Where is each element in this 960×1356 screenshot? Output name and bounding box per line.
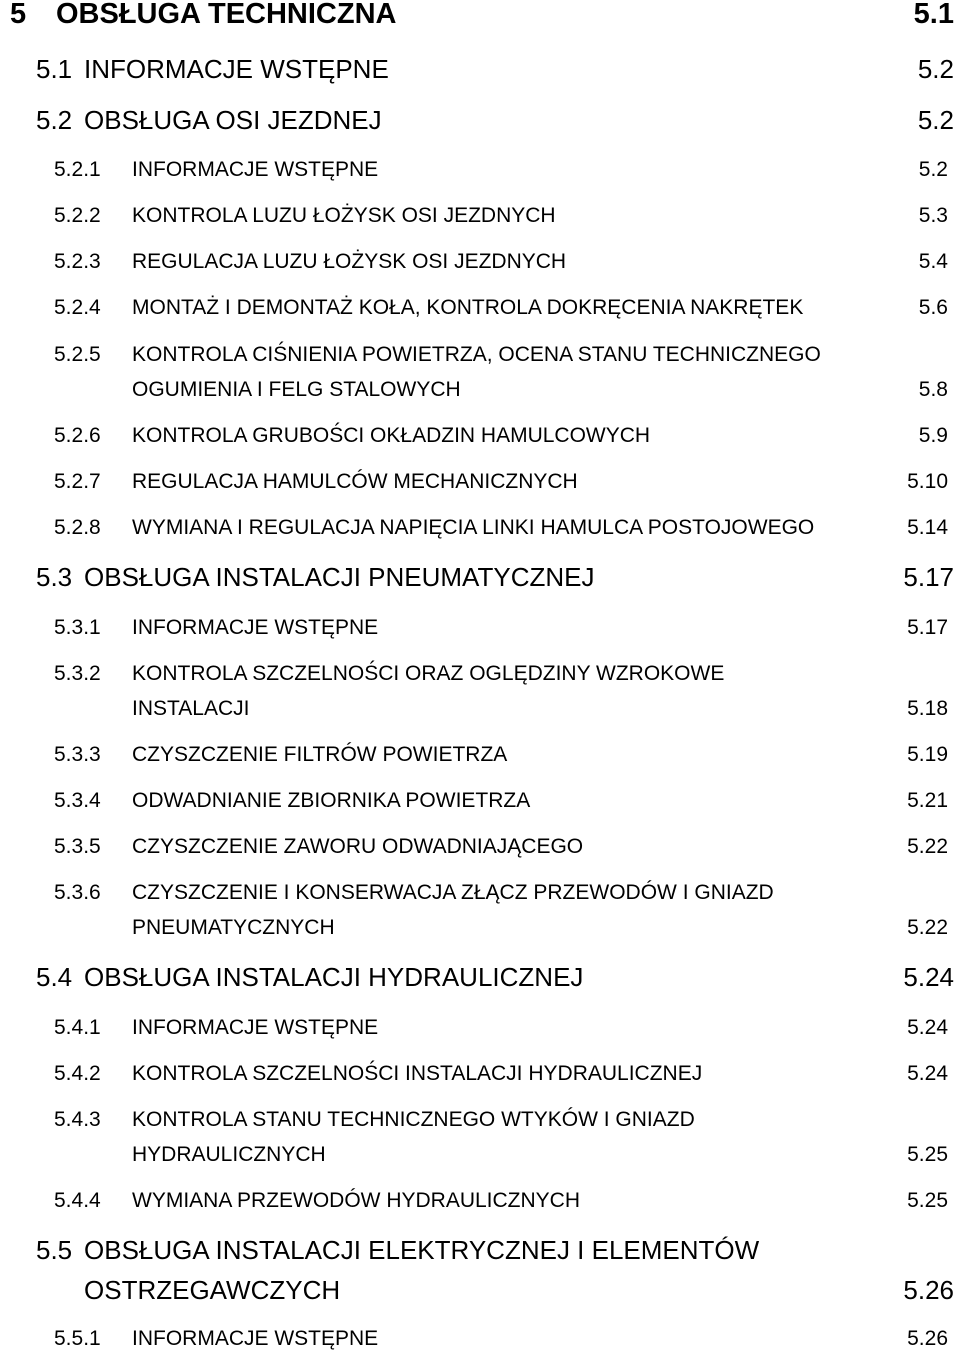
toc-number: 5.2.1 bbox=[54, 158, 101, 181]
toc-title: INFORMACJE WSTĘPNE bbox=[84, 54, 389, 84]
toc-entry-5-4-1 bbox=[0, 1010, 960, 1045]
toc-number: 5.2.3 bbox=[54, 250, 101, 273]
toc-title: OBSŁUGA OSI JEZDNEJ bbox=[84, 105, 382, 135]
toc-number: 5.2.8 bbox=[54, 516, 101, 539]
toc-page-number: 5.25 bbox=[907, 1143, 948, 1166]
toc-title: KONTROLA SZCZELNOŚCI ORAZ OGLĘDZINY WZROKOWE INSTALACJI bbox=[132, 662, 725, 720]
toc-entry-5-4-3 bbox=[0, 1102, 960, 1172]
toc-entry-5-3-6 bbox=[0, 875, 960, 945]
toc-page-number: 5.8 bbox=[918, 378, 948, 401]
toc-title: OBSŁUGA INSTALACJI PNEUMATYCZNEJ bbox=[84, 562, 595, 592]
toc-page-number: 5.22 bbox=[907, 916, 948, 939]
toc-entry-5-5-1 bbox=[0, 1321, 960, 1356]
toc-entry-5-2-2 bbox=[0, 198, 960, 233]
toc-number: 5.2.6 bbox=[54, 424, 101, 447]
toc-page-number: 5.2 bbox=[918, 158, 948, 181]
toc-title: MONTAŻ I DEMONTAŻ KOŁA, KONTROLA DOKRĘCENIA NAKRĘTEK bbox=[132, 296, 804, 319]
toc-title: KONTROLA SZCZELNOŚCI INSTALACJI HYDRAULICZNEJ bbox=[132, 1062, 703, 1085]
toc-title: KONTROLA CIŚNIENIA POWIETRZA, OCENA STANU TECHNICZNEGO OGUMIENIA I FELG STALOWYCH bbox=[132, 343, 821, 401]
toc-title: INFORMACJE WSTĘPNE bbox=[132, 616, 379, 639]
toc-page-number: 5.26 bbox=[907, 1327, 948, 1350]
toc-page-number: 5.3 bbox=[918, 204, 948, 227]
toc-page-number: 5.6 bbox=[918, 296, 948, 319]
toc-chapter-heading bbox=[0, 0, 960, 31]
toc-page-number: 5.14 bbox=[907, 516, 948, 539]
toc-page-number: 5.17 bbox=[907, 616, 948, 639]
toc-number: 5.2.2 bbox=[54, 204, 101, 227]
toc-title: OBSŁUGA TECHNICZNA bbox=[56, 0, 397, 30]
toc-number: 5.3.1 bbox=[54, 616, 101, 639]
toc-entry-5-2-5 bbox=[0, 337, 960, 407]
toc-page-number: 5.2 bbox=[917, 105, 954, 135]
toc-number: 5.4.2 bbox=[54, 1062, 101, 1085]
toc-number: 5.3.3 bbox=[54, 743, 101, 766]
toc-entry-5-4-2 bbox=[0, 1056, 960, 1091]
toc-entry-5-2-1 bbox=[0, 152, 960, 187]
toc-title: REGULACJA LUZU ŁOŻYSK OSI JEZDNYCH bbox=[132, 250, 567, 273]
toc-title: WYMIANA I REGULACJA NAPIĘCIA LINKI HAMULCA POSTOJOWEGO bbox=[132, 516, 815, 539]
toc-title: KONTROLA GRUBOŚCI OKŁADZIN HAMULCOWYCH bbox=[132, 424, 651, 447]
toc-page-number: 5.24 bbox=[907, 1016, 948, 1039]
toc-number: 5.3.4 bbox=[54, 789, 101, 812]
toc-title: CZYSZCZENIE ZAWORU ODWADNIAJĄCEGO bbox=[132, 835, 584, 858]
toc-entry-5-5 bbox=[0, 1230, 960, 1310]
toc-entry-5-3-4 bbox=[0, 783, 960, 818]
toc-number: 5.2.4 bbox=[54, 296, 101, 319]
toc-entry-5-4 bbox=[0, 957, 960, 997]
toc-number: 5.3.5 bbox=[54, 835, 101, 858]
toc-title: OBSŁUGA INSTALACJI HYDRAULICZNEJ bbox=[84, 962, 584, 992]
toc-title: INFORMACJE WSTĘPNE bbox=[132, 1327, 379, 1350]
toc-entry-5-2-4 bbox=[0, 290, 960, 325]
toc-number: 5.3.6 bbox=[54, 881, 101, 904]
toc-page-number: 5.21 bbox=[907, 789, 948, 812]
toc-entry-5-3-2 bbox=[0, 656, 960, 726]
toc-page-number: 5.26 bbox=[903, 1275, 954, 1305]
toc-page-number: 5.18 bbox=[907, 697, 948, 720]
toc-entry-5-3-3 bbox=[0, 737, 960, 772]
toc-entry-5-2 bbox=[0, 100, 960, 140]
toc-page-number: 5.25 bbox=[907, 1189, 948, 1212]
toc-entry-5-2-7 bbox=[0, 464, 960, 499]
toc-title: WYMIANA PRZEWODÓW HYDRAULICZNYCH bbox=[132, 1189, 581, 1212]
toc-page-number: 5.19 bbox=[907, 743, 948, 766]
toc-title: CZYSZCZENIE FILTRÓW POWIETRZA bbox=[132, 743, 508, 766]
toc-page-number: 5.17 bbox=[903, 562, 954, 592]
toc-page-number: 5.4 bbox=[918, 250, 948, 273]
toc-number: 5.2 bbox=[36, 105, 73, 135]
toc-entry-5-4-4 bbox=[0, 1183, 960, 1218]
toc-number: 5.4.3 bbox=[54, 1108, 101, 1131]
toc-page-number: 5.24 bbox=[903, 962, 954, 992]
toc-page-number: 5.9 bbox=[918, 424, 948, 447]
toc-number: 5.2.7 bbox=[54, 470, 101, 493]
toc-number: 5.2.5 bbox=[54, 343, 101, 366]
toc-number: 5.4.1 bbox=[54, 1016, 101, 1039]
toc-title: INFORMACJE WSTĘPNE bbox=[132, 1016, 379, 1039]
toc-title: KONTROLA STANU TECHNICZNEGO WTYKÓW I GNIAZD HYDRAULICZNYCH bbox=[132, 1108, 695, 1166]
toc-number: 5.4.4 bbox=[54, 1189, 101, 1212]
toc-number: 5 bbox=[10, 0, 27, 30]
toc-title: ODWADNIANIE ZBIORNIKA POWIETRZA bbox=[132, 789, 531, 812]
toc-page-number: 5.24 bbox=[907, 1062, 948, 1085]
toc-title: KONTROLA LUZU ŁOŻYSK OSI JEZDNYCH bbox=[132, 204, 556, 227]
toc-page-number: 5.1 bbox=[913, 0, 954, 30]
toc-entry-5-2-8 bbox=[0, 510, 960, 545]
toc-number: 5.4 bbox=[36, 962, 73, 992]
toc-page-number: 5.22 bbox=[907, 835, 948, 858]
toc-number: 5.5.1 bbox=[54, 1327, 101, 1350]
toc-number: 5.1 bbox=[36, 54, 73, 84]
toc-page-number: 5.10 bbox=[907, 470, 948, 493]
toc-entry-5-3-5 bbox=[0, 829, 960, 864]
toc-number: 5.3.2 bbox=[54, 662, 101, 685]
toc-entry-5-3-1 bbox=[0, 610, 960, 645]
toc-number: 5.5 bbox=[36, 1235, 73, 1265]
toc-title: INFORMACJE WSTĘPNE bbox=[132, 158, 379, 181]
toc-entry-5-2-3 bbox=[0, 244, 960, 279]
toc-page-number: 5.2 bbox=[917, 54, 954, 84]
toc-title: REGULACJA HAMULCÓW MECHANICZNYCH bbox=[132, 470, 578, 493]
toc-entry-5-1 bbox=[0, 49, 960, 89]
toc-entry-5-3 bbox=[0, 557, 960, 597]
toc-title: OBSŁUGA INSTALACJI ELEKTRYCZNEJ I ELEMENTÓW OSTRZEGAWCZYCH bbox=[84, 1235, 760, 1305]
toc-title: CZYSZCZENIE I KONSERWACJA ZŁĄCZ PRZEWODÓW I GNIAZD PNEUMATYCZNYCH bbox=[132, 881, 774, 939]
toc-number: 5.3 bbox=[36, 562, 73, 592]
toc-entry-5-2-6 bbox=[0, 418, 960, 453]
